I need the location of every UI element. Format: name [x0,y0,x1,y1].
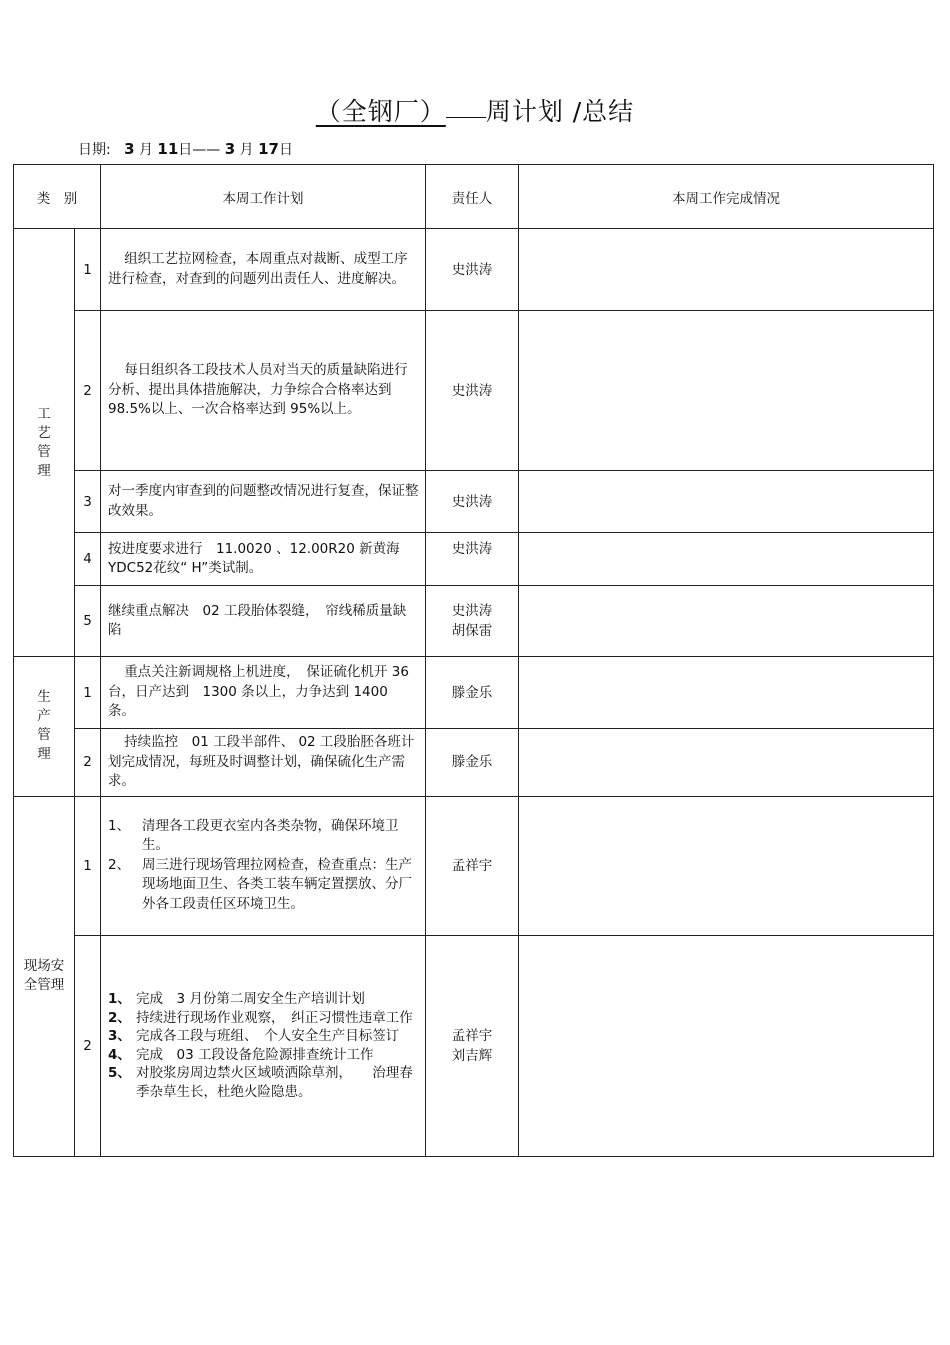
status-cell[interactable] [519,935,934,1156]
table-row [14,311,934,471]
owner [426,586,519,657]
table-row [14,729,934,797]
plan-text: 继续重点解决 02 工段胎体裂缝， 帘线稀质量缺陷 [101,586,426,657]
header-status: 本周工作完成情况 [519,165,934,229]
date-separator: 日—— [178,142,225,158]
date-end-day: 17 [258,140,279,158]
list-item: 2、 周三进行现场管理拉网检查，检查重点：生产现场地面卫生、各类工装车辆定置摆放、分厂外各工段责任区环境卫生。 [108,856,412,912]
owner: 史洪涛 [426,229,519,311]
list-item: 5、 对胶浆房周边禁火区域喷洒除草剂， 治理春季杂草生长，杜绝火险隐患。 [108,1065,413,1100]
row-number: 2 [75,311,101,471]
table-row [14,796,934,935]
row-number: 1 [75,229,101,311]
date-unit: 月 [138,142,153,158]
header-owner: 责任人 [426,165,519,229]
row-number: 2 [75,729,101,797]
page-title [0,92,950,128]
plan-list [101,796,426,935]
row-number: 1 [75,796,101,935]
plan-text: 持续监控 01 工段半部件、 02 工段胎胚各班计划完成情况，每班及时调整计划，确保硫化生产需求。 [101,729,426,797]
owner-name: 胡保雷 [451,623,493,639]
plan-text: 组织工艺拉网检查，本周重点对裁断、成型工序进行检查，对查到的问题列出责任人、进度解决。 [101,229,426,311]
date-end-month: 3 [224,140,236,158]
header-plan: 本周工作计划 [101,165,426,229]
category-process: 工艺管理 [14,229,75,657]
status-cell[interactable] [519,796,934,935]
date-start-day: 11 [157,140,179,158]
row-number: 3 [75,471,101,533]
category-site-safety: 现场安全管理 [14,796,75,1156]
date-start-month: 3 [124,140,135,158]
title-factory: （全钢厂） [315,97,446,126]
table-row [14,657,934,729]
title-blank [446,116,486,118]
owner-name: 孟祥宇 [451,1027,493,1044]
plan-text: 每日组织各工段技术人员对当天的质量缺陷进行分析、提出具体措施解决，力争综合合格率达到 98.5%以上、一次合格率达到 95%以上。 [101,311,426,471]
title-main: 周计划 /总结 [485,97,635,126]
owner: 史洪涛 [426,471,519,533]
list-item: 2、 持续进行现场作业观察， 纠正习惯性违章工作 [108,1009,413,1026]
header-row [14,165,934,229]
table-row [14,471,934,533]
owner-name: 史洪涛 [451,603,493,619]
owner: 滕金乐 [426,657,519,729]
list-item: 1、 完成 3 月份第二周安全生产培训计划 [108,991,365,1007]
plan-text: 对一季度内审查到的问题整改情况进行复查，保证整改效果。 [101,471,426,533]
list-item: 3、 完成各工段与班组、 个人安全生产目标签订 [108,1028,400,1044]
table-row [14,229,934,311]
owner [426,935,519,1156]
status-cell[interactable] [519,311,934,471]
date-unit: 月 [239,142,254,158]
list-item: 1、 清理各工段更衣室内各类杂物，确保环境卫生。 [108,817,399,854]
owner: 史洪涛 [426,311,519,471]
row-number: 5 [75,586,101,657]
owner: 孟祥宇 [426,796,519,935]
status-cell[interactable] [519,657,934,729]
date-label: 日期: [78,142,111,158]
owner: 史洪涛 [426,533,519,586]
status-cell[interactable] [519,729,934,797]
row-number: 1 [75,657,101,729]
row-number: 2 [75,935,101,1156]
list-item: 4、 完成 03 工段设备危险源排查统计工作 [108,1046,374,1063]
plan-text: 重点关注新调规格上机进度， 保证硫化机开 36 台，日产达到 1300 条以上，力争达到 1400 条。 [101,657,426,729]
status-cell[interactable] [519,586,934,657]
owner-name: 刘吉辉 [451,1047,493,1064]
table-row [14,533,934,586]
table-row [14,935,934,1156]
owner: 滕金乐 [426,729,519,797]
row-number: 4 [75,533,101,586]
plan-text: 按进度要求进行 11.0020 、12.00R20 新黄海 YDC52花纹“ H”类试制。 [101,533,426,586]
status-cell[interactable] [519,471,934,533]
category-production: 生产管理 [14,657,75,797]
plan-list [101,935,426,1156]
date-unit: 日 [278,142,293,158]
status-cell[interactable] [519,533,934,586]
status-cell[interactable] [519,229,934,311]
date-line [78,139,293,159]
table-row [14,586,934,657]
header-category: 类 别 [14,165,101,229]
weekly-plan-table [13,164,934,1157]
